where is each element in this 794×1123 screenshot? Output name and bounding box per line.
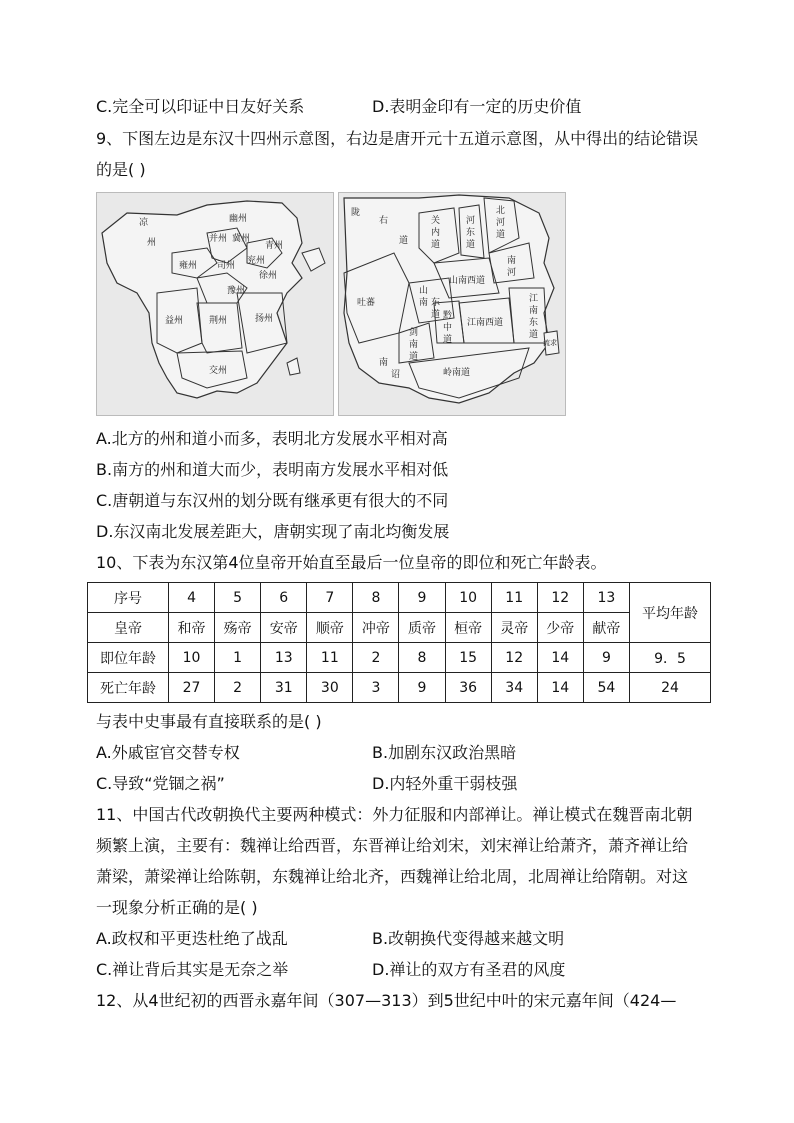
q11-stem-line2: 频繁上演，主要有：魏禅让给西晋，东晋禅让给刘宋，刘宋禅让给萧齐，萧齐禅让给 bbox=[96, 836, 689, 855]
map-left-label-liang: 凉 bbox=[139, 218, 149, 228]
q11-option-b: B.改朝换代变得越来越文明 bbox=[372, 929, 565, 948]
map-left-label-yanzhou: 兖州 bbox=[247, 256, 266, 266]
map-left-label-yuzhou: 豫州 bbox=[227, 286, 246, 296]
table-cell-emperor: 献帝 bbox=[583, 613, 629, 643]
q9-option-c: C.唐朝道与东汉州的划分既有继承更有很大的不同 bbox=[96, 491, 449, 510]
table-row-emperor bbox=[88, 613, 711, 643]
table-cell-emperor: 殇帝 bbox=[215, 613, 261, 643]
table-cell-death: 34 bbox=[491, 673, 537, 703]
map-right-label-dao1: 道 bbox=[399, 236, 409, 246]
map-right-label-jiang: 江 bbox=[529, 294, 539, 304]
map-right-label-zhao: 诏 bbox=[391, 370, 401, 380]
table-cell-accession: 12 bbox=[491, 643, 537, 673]
table-cell-death: 14 bbox=[537, 673, 583, 703]
table-cell-death: 54 bbox=[583, 673, 629, 703]
map-left-label-sizhou: 司州 bbox=[217, 261, 236, 271]
map-right-label-long: 陇 bbox=[351, 208, 361, 218]
q8-option-d: D.表明金印有一定的历史价值 bbox=[372, 97, 582, 116]
map-right-label-dong1: 东 bbox=[466, 228, 476, 238]
map-right-label-dao4: 道 bbox=[496, 230, 506, 240]
table-cell-accession-avg: 9．5 bbox=[630, 643, 711, 673]
table-row-accession bbox=[88, 643, 711, 673]
map-right-label-he1: 河 bbox=[466, 216, 476, 226]
q10-option-c: C.导致“党锢之祸” bbox=[96, 774, 225, 793]
map-left-label-jingzhou: 荆州 bbox=[209, 316, 228, 326]
table-cell-seq: 13 bbox=[583, 583, 629, 613]
q10-option-d: D.内轻外重干弱枝强 bbox=[372, 774, 518, 793]
q10-option-b: B.加剧东汉政治黑暗 bbox=[372, 743, 517, 762]
q11-stem-line1: 11、中国古代改朝换代主要两种模式：外力征服和内部禅让。禅让模式在魏晋南北朝 bbox=[96, 805, 693, 824]
map-right-label-jiangnanxidao: 江南西道 bbox=[467, 318, 504, 328]
map-right-label-qian: 黔 bbox=[443, 311, 453, 321]
table-cell-seq: 6 bbox=[261, 583, 307, 613]
map-left-label-yangzhou: 扬州 bbox=[255, 314, 274, 324]
q11-stem-line3: 萧梁，萧梁禅让给陈朝，东魏禅让给北齐，西魏禅让给北周，北周禅让给隋朝。对这 bbox=[96, 867, 689, 886]
table-cell-accession: 1 bbox=[215, 643, 261, 673]
table-cell-seq: 10 bbox=[445, 583, 491, 613]
q9-stem-line2: 的是( ) bbox=[96, 160, 146, 179]
tang-circuits-map-drawing bbox=[339, 193, 565, 415]
table-cell-emperor-label: 皇帝 bbox=[88, 613, 169, 643]
map-right-label-guan: 关 bbox=[431, 216, 441, 226]
map-right-label-dong3: 东 bbox=[529, 318, 539, 328]
map-right-label-dong2: 东 bbox=[431, 298, 441, 308]
table-cell-accession: 9 bbox=[583, 643, 629, 673]
map-left-label-bingzhou: 并州 bbox=[209, 234, 228, 244]
map-right-label-you: 右 bbox=[379, 216, 389, 226]
q12-stem-line1: 12、从4世纪初的西晋永嘉年间（307—313）到5世纪中叶的宋元嘉年间（424— bbox=[96, 991, 677, 1010]
table-cell-death: 2 bbox=[215, 673, 261, 703]
table-cell-seq: 9 bbox=[399, 583, 445, 613]
map-right-label-dao2: 道 bbox=[431, 240, 441, 250]
q10-stem: 10、下表为东汉第4位皇帝开始直至最后一位皇帝的即位和死亡年龄表。 bbox=[96, 553, 607, 572]
table-cell-emperor: 顺帝 bbox=[307, 613, 353, 643]
table-cell-emperor: 桓帝 bbox=[445, 613, 491, 643]
map-right-label-dao7: 道 bbox=[443, 335, 453, 345]
eastern-han-map-drawing bbox=[97, 193, 333, 415]
map-right-label-nan1: 南 bbox=[507, 256, 517, 266]
table-cell-avg-label: 平均年龄 bbox=[630, 583, 711, 643]
q10-option-a: A.外戚宦官交替专权 bbox=[96, 743, 240, 762]
map-right-label-shan: 山 bbox=[419, 286, 429, 296]
table-cell-accession-label: 即位年龄 bbox=[88, 643, 169, 673]
map-right-label-nan4: 南 bbox=[529, 306, 539, 316]
q11-option-a: A.政权和平更迭杜绝了战乱 bbox=[96, 929, 288, 948]
q9-option-a: A.北方的州和道小而多，表明北方发展水平相对高 bbox=[96, 429, 448, 448]
map-right-label-dao5: 道 bbox=[431, 310, 441, 320]
table-cell-emperor: 和帝 bbox=[169, 613, 215, 643]
map-right-label-zhong: 中 bbox=[443, 323, 453, 333]
q10-question: 与表中史事最有直接联系的是( ) bbox=[96, 712, 322, 731]
map-right-label-jian: 剑 bbox=[409, 328, 419, 338]
table-cell-emperor: 冲帝 bbox=[353, 613, 399, 643]
table-cell-emperor: 质帝 bbox=[399, 613, 445, 643]
table-cell-accession: 8 bbox=[399, 643, 445, 673]
table-cell-seq: 4 bbox=[169, 583, 215, 613]
map-left-label-yongzhou: 雍州 bbox=[179, 261, 198, 271]
map-left-label-yizhou: 益州 bbox=[165, 316, 184, 326]
q11-option-c: C.禅让背后其实是无奈之举 bbox=[96, 960, 289, 979]
map-right-label-dao3: 道 bbox=[466, 240, 476, 250]
eastern-han-map bbox=[96, 192, 334, 416]
map-left-label-zhou: 州 bbox=[147, 238, 157, 248]
table-cell-death: 9 bbox=[399, 673, 445, 703]
tang-circuits-map bbox=[338, 192, 566, 416]
table-cell-accession: 14 bbox=[537, 643, 583, 673]
table-cell-death: 36 bbox=[445, 673, 491, 703]
table-cell-seq: 12 bbox=[537, 583, 583, 613]
table-cell-emperor: 少帝 bbox=[537, 613, 583, 643]
map-right-label-tubo: 吐蕃 bbox=[357, 298, 376, 308]
map-right-label-nei: 内 bbox=[431, 228, 441, 238]
map-left-label-qingzhou: 青州 bbox=[265, 241, 284, 251]
q8-option-c: C.完全可以印证中日友好关系 bbox=[96, 97, 305, 116]
table-cell-death: 3 bbox=[353, 673, 399, 703]
map-right-label-he3: 河 bbox=[507, 268, 517, 278]
map-right-label-he2: 河 bbox=[496, 218, 506, 228]
table-cell-emperor: 安帝 bbox=[261, 613, 307, 643]
table-cell-accession: 2 bbox=[353, 643, 399, 673]
q9-option-d: D.东汉南北发展差距大，唐朝实现了南北均衡发展 bbox=[96, 522, 450, 541]
map-right-label-dao6: 道 bbox=[409, 352, 419, 362]
table-cell-seq: 8 bbox=[353, 583, 399, 613]
map-left-label-xuzhou: 徐州 bbox=[259, 271, 278, 281]
table-cell-seq: 11 bbox=[491, 583, 537, 613]
q9-stem-line1: 9、下图左边是东汉十四州示意图，右边是唐开元十五道示意图，从中得出的结论错误 bbox=[96, 129, 699, 148]
map-left-label-jiaozhou: 交州 bbox=[209, 366, 228, 376]
q11-option-d: D.禅让的双方有圣君的风度 bbox=[372, 960, 566, 979]
map-right-label-shannanxidao: 山南西道 bbox=[449, 276, 486, 286]
q11-stem-line4: 一现象分析正确的是( ) bbox=[96, 898, 258, 917]
table-cell-death: 30 bbox=[307, 673, 353, 703]
table-cell-death: 31 bbox=[261, 673, 307, 703]
table-cell-seq-label: 序号 bbox=[88, 583, 169, 613]
map-right-label-lingnandao: 岭南道 bbox=[443, 368, 471, 378]
table-row-death bbox=[88, 673, 711, 703]
map-right-label-liuqiu: 流求 bbox=[543, 339, 557, 347]
table-cell-seq: 5 bbox=[215, 583, 261, 613]
table-cell-death: 27 bbox=[169, 673, 215, 703]
map-right-label-nan3: 南 bbox=[409, 340, 419, 350]
table-row-seq bbox=[88, 583, 711, 613]
table-cell-emperor: 灵帝 bbox=[491, 613, 537, 643]
table-cell-death-label: 死亡年龄 bbox=[88, 673, 169, 703]
table-cell-accession: 13 bbox=[261, 643, 307, 673]
table-cell-accession: 10 bbox=[169, 643, 215, 673]
map-right-label-dao8: 道 bbox=[529, 330, 539, 340]
emperor-age-table bbox=[87, 582, 711, 703]
table-cell-accession: 15 bbox=[445, 643, 491, 673]
q9-option-b: B.南方的州和道大而少，表明南方发展水平相对低 bbox=[96, 460, 449, 479]
table-cell-accession: 11 bbox=[307, 643, 353, 673]
table-cell-seq: 7 bbox=[307, 583, 353, 613]
map-right-label-nan5: 南 bbox=[379, 358, 389, 368]
map-left-label-youzhou: 幽州 bbox=[229, 214, 248, 224]
table-cell-death-avg: 24 bbox=[630, 673, 711, 703]
map-right-label-bei: 北 bbox=[496, 206, 506, 216]
map-right-label-nan2: 南 bbox=[419, 298, 429, 308]
map-left-label-jizhou: 冀州 bbox=[232, 234, 251, 244]
